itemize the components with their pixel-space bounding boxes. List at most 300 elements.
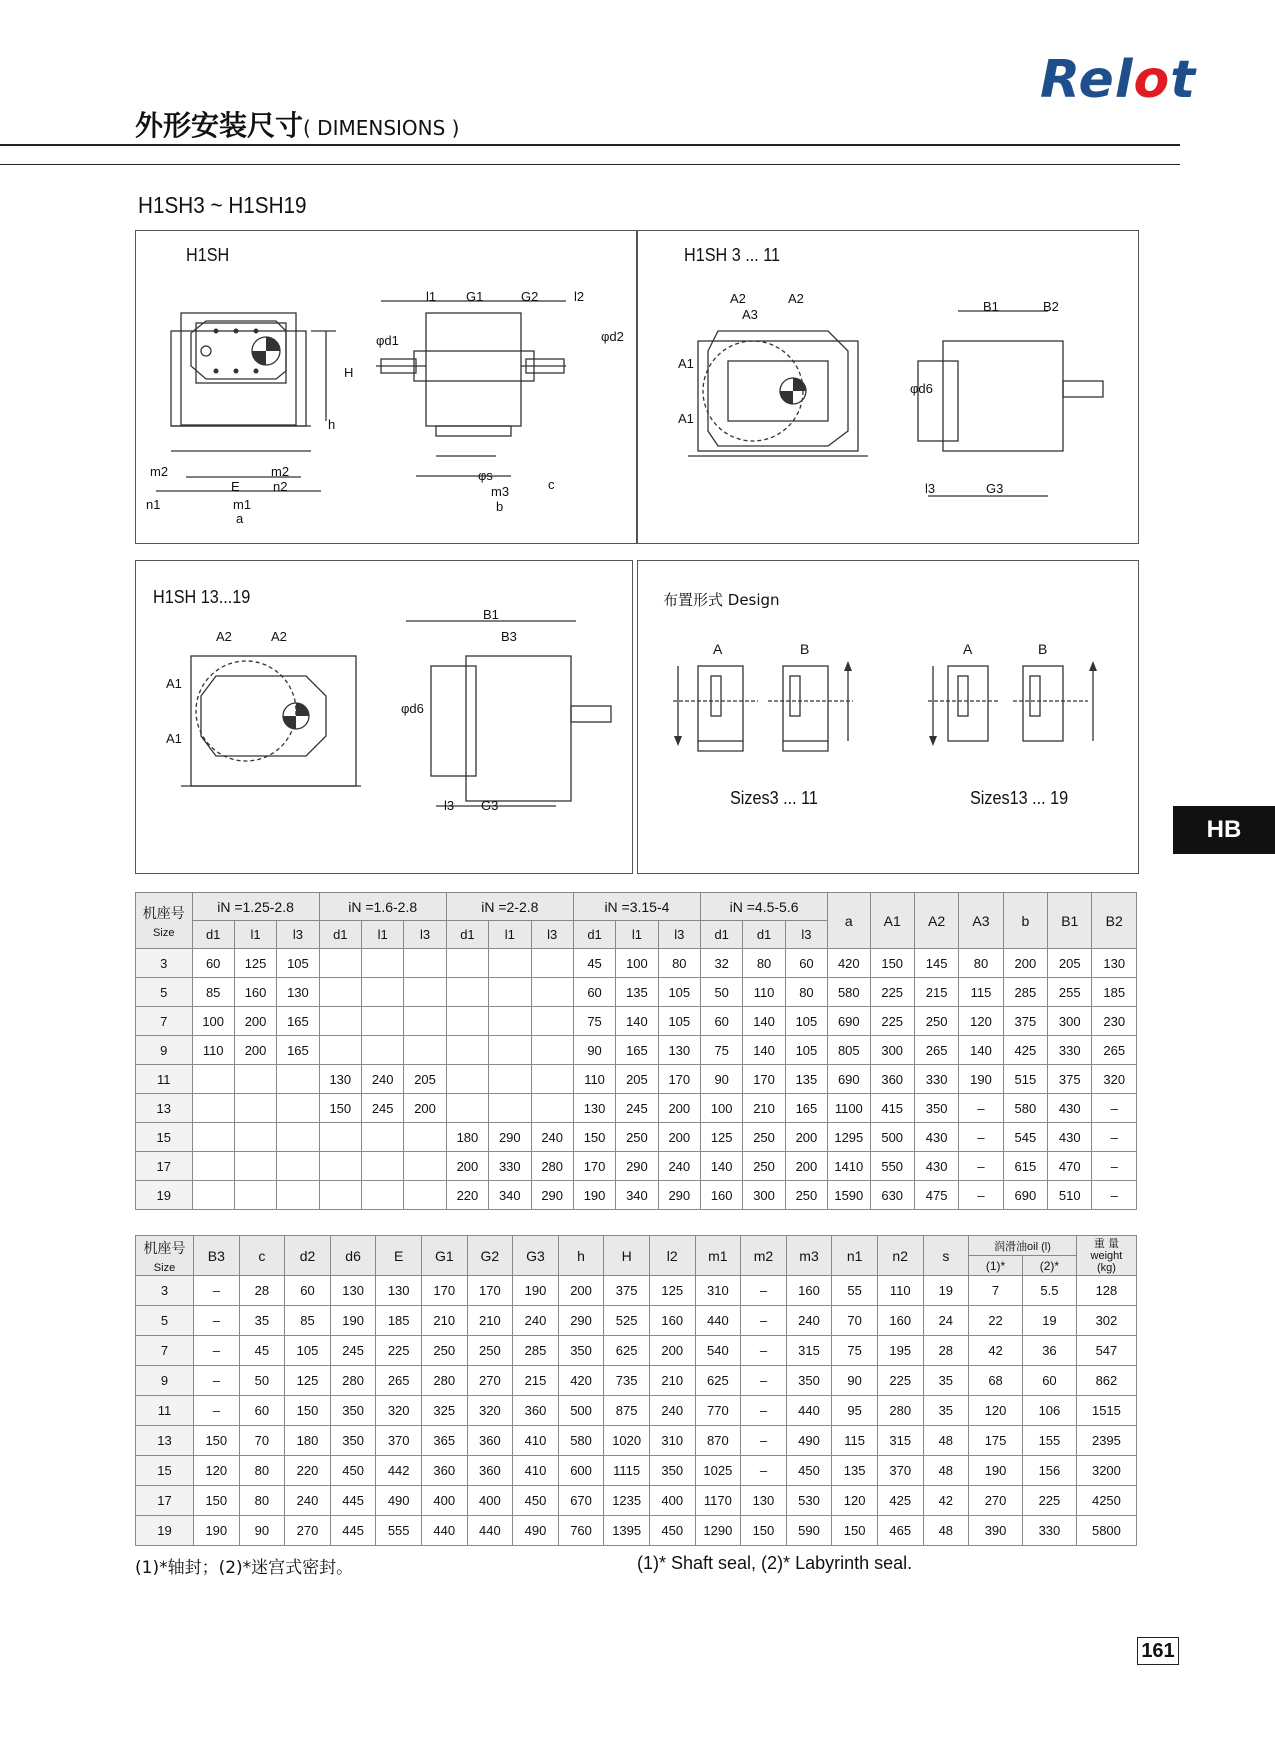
table-cell: 325: [421, 1396, 467, 1426]
table-cell: 190: [969, 1456, 1023, 1486]
table-cell: 550: [870, 1152, 914, 1181]
table-cell: 205: [404, 1065, 446, 1094]
table-cell: [234, 1094, 276, 1123]
column-header: G1: [421, 1236, 467, 1276]
table-cell: 240: [531, 1123, 573, 1152]
sub-header: l1: [489, 921, 531, 949]
table-cell: 302: [1076, 1306, 1136, 1336]
table-cell: 160: [649, 1306, 695, 1336]
table-cell: 690: [828, 1065, 870, 1094]
table-cell: [319, 1007, 361, 1036]
table-cell: [404, 1123, 446, 1152]
table-cell: 350: [558, 1336, 604, 1366]
table-row: [136, 1065, 1137, 1094]
table-cell: 90: [573, 1036, 615, 1065]
sub-header: l1: [362, 921, 404, 949]
table-cell: 290: [616, 1152, 658, 1181]
column-header: n1: [832, 1236, 878, 1276]
table-cell: 245: [362, 1094, 404, 1123]
table-cell: 155: [1022, 1426, 1076, 1456]
table-cell: [446, 1036, 488, 1065]
table-cell: 100: [616, 949, 658, 978]
ratio-group-header: iN =1.25-2.8: [192, 893, 319, 921]
table-cell: 60: [785, 949, 827, 978]
table-cell: [362, 1123, 404, 1152]
table-cell: [277, 1181, 319, 1210]
table-cell: 420: [828, 949, 870, 978]
table-cell: 350: [649, 1456, 695, 1486]
page-number: 161: [1137, 1637, 1179, 1665]
size-cell: 7: [136, 1336, 194, 1366]
dim-label-g3: G3: [986, 481, 1004, 496]
dim-label-b3: B3: [501, 629, 517, 644]
size-cell: 15: [136, 1456, 194, 1486]
table-cell: 250: [743, 1123, 785, 1152]
table-cell: 760: [558, 1516, 604, 1546]
table-cell: [404, 949, 446, 978]
table-cell: 85: [285, 1306, 331, 1336]
table-cell: –: [741, 1336, 787, 1366]
column-header: A3: [959, 893, 1003, 949]
size-header: 机座号 Size: [136, 1236, 194, 1276]
table-cell: 240: [285, 1486, 331, 1516]
table-cell: 690: [1003, 1181, 1047, 1210]
table-cell: 32: [701, 949, 743, 978]
panel-title: 布置形式 Design: [663, 591, 780, 609]
table-cell: 28: [239, 1276, 285, 1306]
table-cell: 360: [421, 1456, 467, 1486]
table-cell: [319, 1152, 361, 1181]
design-label-b-large: B: [1038, 641, 1048, 657]
table-cell: 110: [877, 1276, 923, 1306]
table-row: [136, 1426, 1137, 1456]
table-cell: 170: [467, 1276, 513, 1306]
table-cell: 205: [1048, 949, 1092, 978]
table-cell: 4250: [1076, 1486, 1136, 1516]
table-cell: 170: [658, 1065, 700, 1094]
dim-label-a2-left: A2: [216, 629, 232, 644]
table-cell: 160: [877, 1306, 923, 1336]
column-header: B3: [194, 1236, 240, 1276]
table-cell: 200: [785, 1123, 827, 1152]
table-cell: 630: [870, 1181, 914, 1210]
table-cell: 22: [969, 1306, 1023, 1336]
table-cell: 130: [1092, 949, 1137, 978]
column-header: m2: [741, 1236, 787, 1276]
ratio-group-header: iN =1.6-2.8: [319, 893, 446, 921]
table-cell: 48: [923, 1426, 969, 1456]
table-cell: 465: [877, 1516, 923, 1546]
size-cell: 19: [136, 1516, 194, 1546]
table-cell: [489, 978, 531, 1007]
table-cell: 105: [658, 978, 700, 1007]
design-arrangement-drawing: [638, 561, 1138, 873]
table-cell: 420: [558, 1366, 604, 1396]
table-cell: 445: [330, 1486, 376, 1516]
dim-label-d1: φd1: [376, 333, 399, 348]
table-cell: 340: [489, 1181, 531, 1210]
oil-header: 润滑油oil (l): [969, 1236, 1077, 1256]
column-header: l2: [649, 1236, 695, 1276]
table-cell: 280: [421, 1366, 467, 1396]
table-cell: 280: [877, 1396, 923, 1426]
table-row: [136, 1276, 1137, 1306]
table-cell: 210: [421, 1306, 467, 1336]
table-cell: 240: [649, 1396, 695, 1426]
table-cell: [277, 1123, 319, 1152]
table-cell: 625: [695, 1366, 741, 1396]
table-cell: 375: [1003, 1007, 1047, 1036]
panel-title: H1SH 13...19: [153, 587, 251, 607]
table-cell: [404, 1007, 446, 1036]
table-cell: 130: [319, 1065, 361, 1094]
table-cell: 300: [870, 1036, 914, 1065]
table-cell: –: [1092, 1123, 1137, 1152]
table-cell: 350: [330, 1396, 376, 1426]
table-cell: 375: [604, 1276, 650, 1306]
table-cell: 150: [741, 1516, 787, 1546]
size-cell: 19: [136, 1181, 193, 1210]
table-cell: 70: [832, 1306, 878, 1336]
table-cell: 555: [376, 1516, 422, 1546]
table-cell: 120: [959, 1007, 1003, 1036]
table-cell: 470: [1048, 1152, 1092, 1181]
table-cell: 42: [969, 1336, 1023, 1366]
table-cell: –: [1092, 1181, 1137, 1210]
table-cell: 225: [877, 1366, 923, 1396]
dim-label-l3: l3: [444, 798, 455, 813]
dim-label-g1: G1: [466, 289, 484, 304]
table-cell: [277, 1094, 319, 1123]
front-view-drawing: [136, 231, 636, 543]
table-cell: 450: [513, 1486, 559, 1516]
table-cell: 75: [832, 1336, 878, 1366]
table-cell: 125: [234, 949, 276, 978]
table-cell: 125: [285, 1366, 331, 1396]
table-cell: 110: [573, 1065, 615, 1094]
table-cell: [192, 1094, 234, 1123]
table-cell: [319, 978, 361, 1007]
table-cell: 80: [959, 949, 1003, 978]
table-cell: [319, 949, 361, 978]
table-cell: 80: [239, 1486, 285, 1516]
table-cell: 100: [192, 1007, 234, 1036]
table-cell: 200: [234, 1007, 276, 1036]
table-cell: 862: [1076, 1366, 1136, 1396]
table-cell: 2395: [1076, 1426, 1136, 1456]
sub-header: l3: [531, 921, 573, 949]
table-cell: 60: [192, 949, 234, 978]
table-cell: –: [194, 1366, 240, 1396]
dim-label-a: a: [236, 511, 244, 526]
weight-header: 重 量 weight (kg): [1076, 1236, 1136, 1276]
table-cell: 35: [239, 1306, 285, 1336]
table-row: [136, 1336, 1137, 1366]
table-cell: 430: [914, 1123, 958, 1152]
dim-label-m3: m3: [491, 484, 510, 499]
column-header: h: [558, 1236, 604, 1276]
column-header: m3: [786, 1236, 832, 1276]
ratio-group-header: iN =4.5-5.6: [701, 893, 828, 921]
dimensions-table-1: [135, 892, 1137, 1210]
table-cell: [404, 978, 446, 1007]
table-cell: 200: [234, 1036, 276, 1065]
table-row: [136, 1094, 1137, 1123]
table-cell: 130: [330, 1276, 376, 1306]
table-cell: 290: [558, 1306, 604, 1336]
drawing-panel-h1sh-3-11: [637, 230, 1139, 544]
table-cell: 68: [969, 1366, 1023, 1396]
table-cell: 115: [832, 1426, 878, 1456]
table-cell: 270: [969, 1486, 1023, 1516]
table-cell: 150: [870, 949, 914, 978]
dimensions-table-2: [135, 1235, 1137, 1546]
table-cell: 200: [446, 1152, 488, 1181]
design-label-a-large: A: [963, 641, 973, 657]
table-cell: 75: [701, 1036, 743, 1065]
table-cell: 165: [277, 1036, 319, 1065]
table-cell: 35: [923, 1366, 969, 1396]
table-cell: 190: [330, 1306, 376, 1336]
sub-header: d1: [743, 921, 785, 949]
table-cell: 250: [785, 1181, 827, 1210]
table-cell: –: [959, 1181, 1003, 1210]
table-cell: 90: [832, 1366, 878, 1396]
table-cell: 250: [616, 1123, 658, 1152]
table-row: [136, 1306, 1137, 1336]
size-cell: 3: [136, 949, 193, 978]
oil-sub-header: (1)*: [969, 1256, 1023, 1276]
ratio-group-header: iN =2-2.8: [446, 893, 573, 921]
table-cell: [277, 1152, 319, 1181]
table-cell: 24: [923, 1306, 969, 1336]
design-label-b-small: B: [800, 641, 810, 657]
table-row: [136, 1007, 1137, 1036]
table-row: [136, 1181, 1137, 1210]
table-cell: 105: [658, 1007, 700, 1036]
size-cell: 15: [136, 1123, 193, 1152]
table-cell: 615: [1003, 1152, 1047, 1181]
table-cell: 28: [923, 1336, 969, 1366]
table-cell: –: [194, 1396, 240, 1426]
table-cell: 442: [376, 1456, 422, 1486]
dim-label-g2: G2: [521, 289, 539, 304]
dim-label-h-upper: H: [344, 365, 354, 380]
table-cell: 510: [1048, 1181, 1092, 1210]
table-cell: 45: [573, 949, 615, 978]
table-cell: 425: [1003, 1036, 1047, 1065]
table-row: [136, 949, 1137, 978]
table-cell: 135: [832, 1456, 878, 1486]
dim-label-s: φs: [478, 468, 493, 483]
table-cell: 150: [319, 1094, 361, 1123]
table-cell: 515: [1003, 1065, 1047, 1094]
table-cell: 19: [923, 1276, 969, 1306]
table-cell: [531, 1007, 573, 1036]
column-header: s: [923, 1236, 969, 1276]
dim-label-m1: m1: [233, 497, 252, 512]
table-cell: 110: [743, 978, 785, 1007]
table-cell: 210: [743, 1094, 785, 1123]
table-cell: 70: [239, 1426, 285, 1456]
table-cell: –: [194, 1306, 240, 1336]
column-header: H: [604, 1236, 650, 1276]
dim-label-a3: A3: [742, 307, 758, 322]
table-cell: 190: [959, 1065, 1003, 1094]
table-cell: 400: [649, 1486, 695, 1516]
table-cell: 310: [695, 1276, 741, 1306]
table-cell: 200: [558, 1276, 604, 1306]
panel-title: H1SH 3 ... 11: [684, 245, 781, 265]
table-cell: 490: [376, 1486, 422, 1516]
size-cell: 7: [136, 1007, 193, 1036]
table-row: [136, 1152, 1137, 1181]
table-cell: [277, 1065, 319, 1094]
table-cell: 350: [914, 1094, 958, 1123]
table-cell: [446, 1065, 488, 1094]
table-cell: 625: [604, 1336, 650, 1366]
table-cell: [446, 1007, 488, 1036]
table-cell: 160: [786, 1276, 832, 1306]
table-cell: 490: [513, 1516, 559, 1546]
table-cell: 48: [923, 1456, 969, 1486]
table-cell: 450: [786, 1456, 832, 1486]
column-header: b: [1003, 893, 1047, 949]
table-cell: 360: [513, 1396, 559, 1426]
size-cell: 11: [136, 1396, 194, 1426]
table-cell: 145: [914, 949, 958, 978]
table-cell: [192, 1123, 234, 1152]
table-cell: 170: [421, 1276, 467, 1306]
table-cell: 300: [743, 1181, 785, 1210]
table-cell: [489, 1036, 531, 1065]
table-cell: –: [959, 1123, 1003, 1152]
dim-label-c: c: [548, 477, 555, 492]
dim-label-l1: l1: [426, 289, 437, 304]
table-row: [136, 1516, 1137, 1546]
dim-label-a1-bottom: A1: [678, 411, 694, 426]
table-row: [136, 1486, 1137, 1516]
table-cell: [489, 1065, 531, 1094]
table-cell: 130: [376, 1276, 422, 1306]
table-cell: 230: [1092, 1007, 1137, 1036]
table-cell: 245: [616, 1094, 658, 1123]
table-cell: 430: [914, 1152, 958, 1181]
table-cell: 500: [558, 1396, 604, 1426]
table-cell: 5800: [1076, 1516, 1136, 1546]
size-cell: 3: [136, 1276, 194, 1306]
table-cell: 60: [1022, 1366, 1076, 1396]
column-header: E: [376, 1236, 422, 1276]
table-cell: [531, 1094, 573, 1123]
sub-header: l3: [277, 921, 319, 949]
table-cell: 185: [1092, 978, 1137, 1007]
table-cell: 130: [741, 1486, 787, 1516]
table-cell: [362, 1007, 404, 1036]
table-cell: 185: [376, 1306, 422, 1336]
table-cell: [234, 1065, 276, 1094]
table-cell: 735: [604, 1366, 650, 1396]
size-cell: 13: [136, 1426, 194, 1456]
table-row: [136, 1456, 1137, 1486]
table-cell: 180: [285, 1426, 331, 1456]
table-cell: 350: [786, 1366, 832, 1396]
table-cell: 410: [513, 1426, 559, 1456]
table-cell: 60: [239, 1396, 285, 1426]
table-cell: 240: [513, 1306, 559, 1336]
table-row: [136, 1036, 1137, 1065]
table-cell: 330: [1048, 1036, 1092, 1065]
drawing-panel-h1sh-13-19: [135, 560, 633, 874]
table-cell: 265: [914, 1036, 958, 1065]
table-cell: 75: [573, 1007, 615, 1036]
table-cell: 120: [194, 1456, 240, 1486]
dim-label-a1-top: A1: [678, 356, 694, 371]
table-cell: 290: [658, 1181, 700, 1210]
table-cell: 190: [573, 1181, 615, 1210]
table-cell: 170: [743, 1065, 785, 1094]
table-cell: 125: [701, 1123, 743, 1152]
table-cell: 300: [1048, 1007, 1092, 1036]
dim-label-a1-bottom: A1: [166, 731, 182, 746]
table-cell: 150: [832, 1516, 878, 1546]
header-rule-thin: [0, 164, 1180, 165]
table-cell: 255: [1048, 978, 1092, 1007]
table-cell: 3200: [1076, 1456, 1136, 1486]
table-cell: 80: [239, 1456, 285, 1486]
dim-label-a2-right: A2: [788, 291, 804, 306]
table-cell: 805: [828, 1036, 870, 1065]
table-row: [136, 1123, 1137, 1152]
table-cell: 1115: [604, 1456, 650, 1486]
table-cell: [362, 1152, 404, 1181]
table-cell: 1025: [695, 1456, 741, 1486]
table-cell: 360: [870, 1065, 914, 1094]
table-cell: 290: [489, 1123, 531, 1152]
table-cell: 1235: [604, 1486, 650, 1516]
dim-label-d6: φd6: [910, 381, 933, 396]
table-cell: 250: [467, 1336, 513, 1366]
table-cell: 320: [376, 1396, 422, 1426]
table-cell: 205: [616, 1065, 658, 1094]
table-cell: 190: [194, 1516, 240, 1546]
table-cell: 130: [277, 978, 319, 1007]
dim-label-l2: l2: [574, 289, 585, 304]
table-cell: 330: [1022, 1516, 1076, 1546]
table-cell: –: [959, 1094, 1003, 1123]
table-cell: –: [194, 1336, 240, 1366]
table-cell: 545: [1003, 1123, 1047, 1152]
dim-label-h: h: [328, 417, 336, 432]
table-cell: 80: [743, 949, 785, 978]
dim-label-g3: G3: [481, 798, 499, 813]
table-cell: 285: [1003, 978, 1047, 1007]
sub-header: d1: [192, 921, 234, 949]
table-cell: [404, 1181, 446, 1210]
table-cell: 140: [616, 1007, 658, 1036]
table-cell: [319, 1036, 361, 1065]
table-cell: 245: [330, 1336, 376, 1366]
table-cell: 220: [285, 1456, 331, 1486]
dim-label-m2-left: m2: [150, 464, 169, 479]
table-cell: 215: [513, 1366, 559, 1396]
table-cell: 160: [234, 978, 276, 1007]
table-cell: –: [741, 1426, 787, 1456]
table-cell: 150: [573, 1123, 615, 1152]
table-cell: 80: [658, 949, 700, 978]
sub-header: l1: [234, 921, 276, 949]
table-cell: 105: [285, 1336, 331, 1366]
